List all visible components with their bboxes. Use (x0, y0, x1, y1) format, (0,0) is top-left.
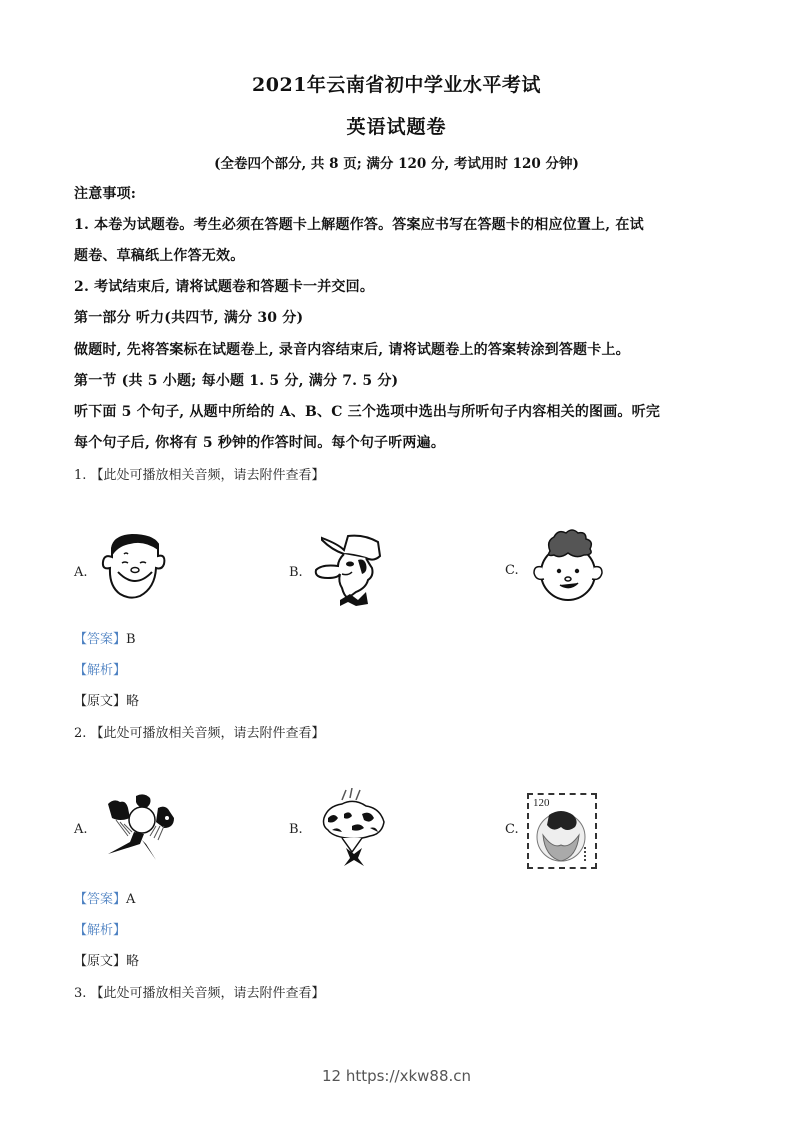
q1-option-a-image[interactable] (100, 530, 170, 602)
question-3-prompt (74, 982, 325, 1001)
part1-heading: 第一部分 听力(共四节, 满分 30 分) (74, 310, 304, 326)
answer-value: B (126, 632, 136, 647)
q2-analysis-label: 【解析】 (74, 923, 127, 938)
question-number: 2. (74, 726, 87, 741)
question-1-prompt (74, 464, 325, 483)
stamp-value: 120 (533, 797, 550, 809)
q2-option-b-label: B. (289, 822, 303, 837)
q1-option-b-image[interactable] (308, 528, 390, 608)
section1-desc-line-1: 听下面 5 个句子, 从题中所给的 A、B、C 三个选项中选出与所听句子内容相关的图画。听完 (74, 404, 661, 420)
notice-item-2: 2. 考试结束后, 请将试题卷和答题卡一并交回。 (74, 279, 375, 295)
notice-item-1-line-2: 题卷、草稿纸上作答无效。 (74, 248, 245, 264)
q1-option-c-label: C. (505, 563, 519, 578)
original-value: 略 (126, 954, 140, 969)
original-label: 【原文】 (74, 954, 127, 969)
section1-desc-line-2: 每个句子后, 你将有 5 秒钟的作答时间。每个句子听两遍。 (74, 435, 446, 451)
q1-option-c-image[interactable] (528, 527, 610, 607)
q2-option-c-image[interactable] (527, 793, 597, 869)
q1-analysis-label: 【解析】 (74, 663, 127, 678)
audio-note[interactable]: 【此处可播放相关音频，请去附件查看】 (90, 468, 325, 483)
q2-option-c-label: C. (505, 822, 519, 837)
original-label: 【原文】 (74, 694, 127, 709)
question-number: 1. (74, 468, 87, 483)
exam-info: (全卷四个部分, 共 8 页; 满分 120 分, 考试用时 120 分钟) (214, 156, 579, 172)
notice-heading: 注意事项: (74, 186, 137, 202)
section1-heading: 第一节 (共 5 小题; 每小题 1. 5 分, 满分 7. 5 分) (74, 373, 399, 389)
q2-option-b-image[interactable] (318, 788, 390, 868)
answer-label: 【答案】 (74, 632, 127, 647)
original-value: 略 (126, 694, 140, 709)
stamp-artwork-icon (533, 805, 591, 865)
q2-original (74, 950, 139, 969)
exam-subtitle: 英语试题卷 (346, 116, 447, 138)
audio-note[interactable]: 【此处可播放相关音频，请去附件查看】 (90, 986, 325, 1001)
q1-answer (74, 628, 136, 647)
page-footer: 12 https://xkw88.cn (321, 1067, 472, 1085)
answer-label: 【答案】 (74, 892, 127, 907)
q1-option-b-label: B. (289, 565, 303, 580)
question-2-prompt (74, 722, 325, 741)
question-number: 3. (74, 986, 87, 1001)
exam-title: 2021年云南省初中学业水平考试 (252, 74, 541, 96)
q1-original (74, 690, 139, 709)
q2-option-a-image[interactable] (100, 792, 182, 862)
answer-value: A (126, 892, 136, 907)
q2-option-a-label: A. (74, 822, 88, 837)
q1-option-a-label: A. (74, 565, 88, 580)
part1-instruction: 做题时, 先将答案标在试题卷上, 录音内容结束后, 请将试题卷上的答案转涂到答题卡上。 (74, 342, 630, 358)
audio-note[interactable]: 【此处可播放相关音频，请去附件查看】 (90, 726, 325, 741)
q2-answer (74, 888, 135, 907)
notice-item-1-line-1: 1. 本卷为试题卷。考生必须在答题卡上解题作答。答案应书写在答题卡的相应位置上, 在试 (74, 217, 644, 233)
